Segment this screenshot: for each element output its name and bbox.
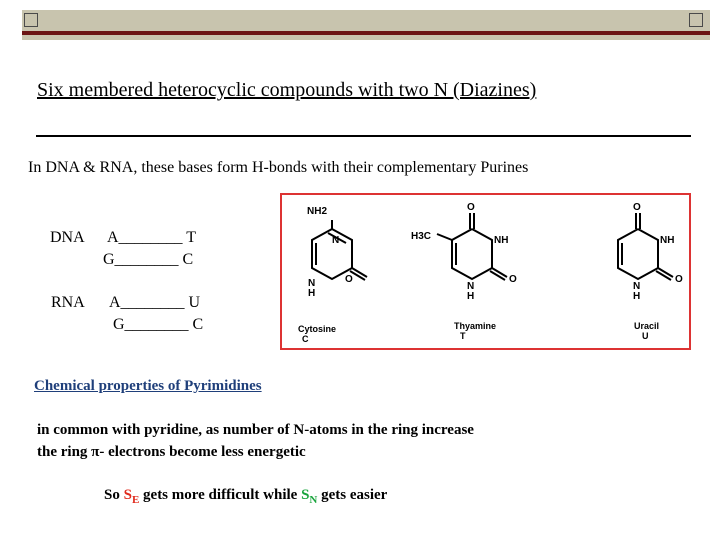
- thymine-o4-label: O: [467, 202, 475, 213]
- thymine-name: Thyamine: [454, 321, 497, 331]
- cytosine-n3-label: N: [332, 235, 340, 246]
- rna-label: RNA: [51, 294, 85, 311]
- cytosine-name: Cytosine: [298, 324, 337, 334]
- cytosine-o-label: O: [345, 274, 353, 285]
- sn-symbol: $S_N$: [301, 487, 318, 506]
- thymine-ch3-label: H3C: [411, 231, 432, 242]
- uracil-o2-label: O: [675, 274, 683, 285]
- section-heading: Chemical properties of Pyrimidines: [34, 378, 262, 394]
- cytosine-nh2-label: NH2: [307, 206, 328, 217]
- dna-label: DNA: [50, 229, 85, 246]
- pyrimidine-structures: [282, 195, 689, 348]
- thymine-h-label: H: [467, 291, 475, 302]
- conclusion-middle: gets more difficult while: [143, 487, 298, 503]
- header-bar: [22, 10, 710, 40]
- uracil-name: Uracil: [634, 321, 660, 331]
- dna-pair-2: G________ C: [103, 251, 194, 268]
- right-square-icon: [689, 13, 703, 27]
- conclusion-line: [104, 487, 387, 506]
- se-symbol: $S_E$: [123, 487, 140, 506]
- pyrimidine-structures-panel: [280, 193, 691, 350]
- rna-pair-2: G________ C: [113, 316, 204, 333]
- cytosine-n1-label: N: [308, 278, 316, 289]
- intro-text: In DNA & RNA, these bases form H-bonds with their complementary Purines: [28, 159, 529, 176]
- left-square-icon: [24, 13, 38, 27]
- uracil-nh-label: NH: [660, 235, 675, 246]
- thymine-letter: T: [460, 331, 466, 341]
- uracil-letter: U: [642, 331, 649, 341]
- slide-title: Six membered heterocyclic compounds with two N (Diazines): [37, 79, 537, 101]
- title-divider: [36, 135, 691, 137]
- body-line-1: in common with pyridine, as number of N-atoms in the ring increase: [37, 422, 474, 438]
- uracil-n1-label: N: [633, 281, 641, 292]
- thymine-n1-label: N: [467, 281, 475, 292]
- thymine-o2-label: O: [509, 274, 517, 285]
- body-line-2: the ring π- electrons become less energetic: [37, 444, 306, 460]
- conclusion-prefix: So: [104, 487, 120, 503]
- rna-pair-1: A________ U: [109, 294, 201, 311]
- uracil-o4-label: O: [633, 202, 641, 213]
- thymine-nh-label: NH: [494, 235, 509, 246]
- conclusion-suffix: gets easier: [321, 487, 388, 503]
- dna-pair-1: A________ T: [107, 229, 197, 246]
- cytosine-letter: C: [302, 334, 309, 344]
- cytosine-h-label: H: [308, 288, 316, 299]
- uracil-h-label: H: [633, 291, 641, 302]
- header-rule: [22, 31, 710, 35]
